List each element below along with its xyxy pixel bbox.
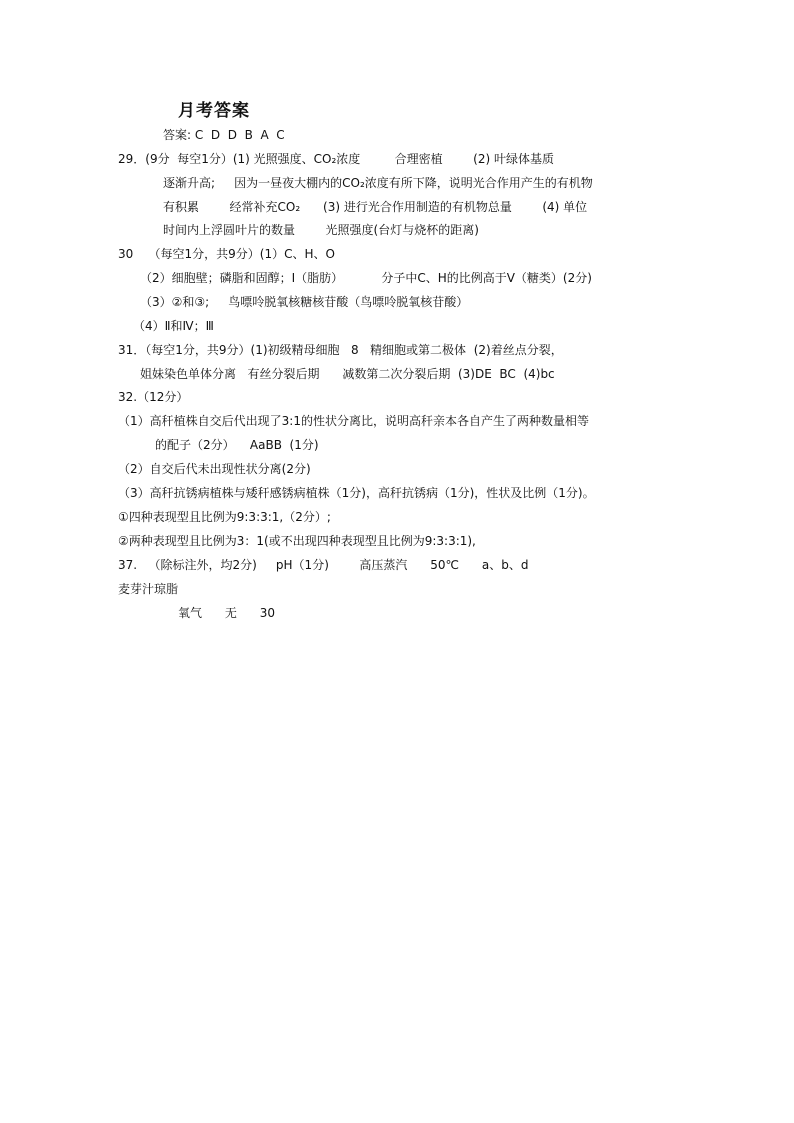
q30-line-3: （3）②和③; 鸟嘌呤脱氧核糖核苷酸（鸟嘌呤脱氧核苷酸） xyxy=(140,295,469,309)
q32-heading: 32.（12分） xyxy=(118,390,189,404)
q37-line-1: 37. （除标注外，均2分) pH（1分) 高压蒸汽 50℃ a、b、d xyxy=(118,558,529,572)
q31-line-1: 31．（每空1分，共9分）(1)初级精母细胞 8 精细胞或第二极体 (2)着丝点分裂， xyxy=(118,343,563,357)
q37-line-2: 麦芽汁琼脂 xyxy=(118,582,179,596)
q32-line-4: （3）高秆抗锈病植株与矮秆感锈病植株（1分)，高秆抗锈病（1分)，性状及比例（1分)。 xyxy=(118,486,595,500)
q29-line-4: 时间内上浮圆叶片的数量 光照强度(台灯与烧杯的距离) xyxy=(163,223,479,237)
q31-line-2: 姐妹染色单体分离 有丝分裂后期 减数第二次分裂后期 (3)DE BC (4)bc xyxy=(140,367,555,381)
q29-line-1: 29．(9分 每空1分）(1) 光照强度、CO₂浓度 合理密植 (2) 叶绿体基质 xyxy=(118,152,554,166)
page-title: 月考答案 xyxy=(178,101,250,121)
q32-line-5: ①四种表现型且比例为9:3:3:1,（2分）; xyxy=(118,510,331,524)
q32-line-3: （2）自交后代未出现性状分离(2分) xyxy=(118,462,311,476)
q32-line-1: （1）高秆植株自交后代出现了3:1的性状分离比，说明高秆亲本各自产生了两种数量相等 xyxy=(118,414,589,428)
q32-line-6: ②两种表现型且比例为3：1(或不出现四种表现型且比例为9:3:3:1), xyxy=(118,534,476,548)
answer-choices-line: 答案: C D D B A C xyxy=(163,128,285,142)
q30-line-1: 30 （每空1分，共9分）(1）C、H、O xyxy=(118,247,335,261)
q30-line-4: （4）Ⅱ和Ⅳ；Ⅲ xyxy=(133,319,214,333)
q32-line-2: 的配子（2分） AaBB (1分) xyxy=(155,438,319,452)
q37-line-3: 氧气 无 30 xyxy=(178,606,276,620)
q30-line-2: （2）细胞壁；磷脂和固醇；Ⅰ（脂肪） 分子中C、H的比例高于Ⅴ（糖类）(2分) xyxy=(140,271,592,285)
q29-line-2: 逐渐升高; 因为一昼夜大棚内的CO₂浓度有所下降，说明光合作用产生的有机物 xyxy=(163,176,593,190)
q29-line-3: 有积累 经常补充CO₂ (3) 进行光合作用制造的有机物总量 (4) 单位 xyxy=(163,200,588,214)
